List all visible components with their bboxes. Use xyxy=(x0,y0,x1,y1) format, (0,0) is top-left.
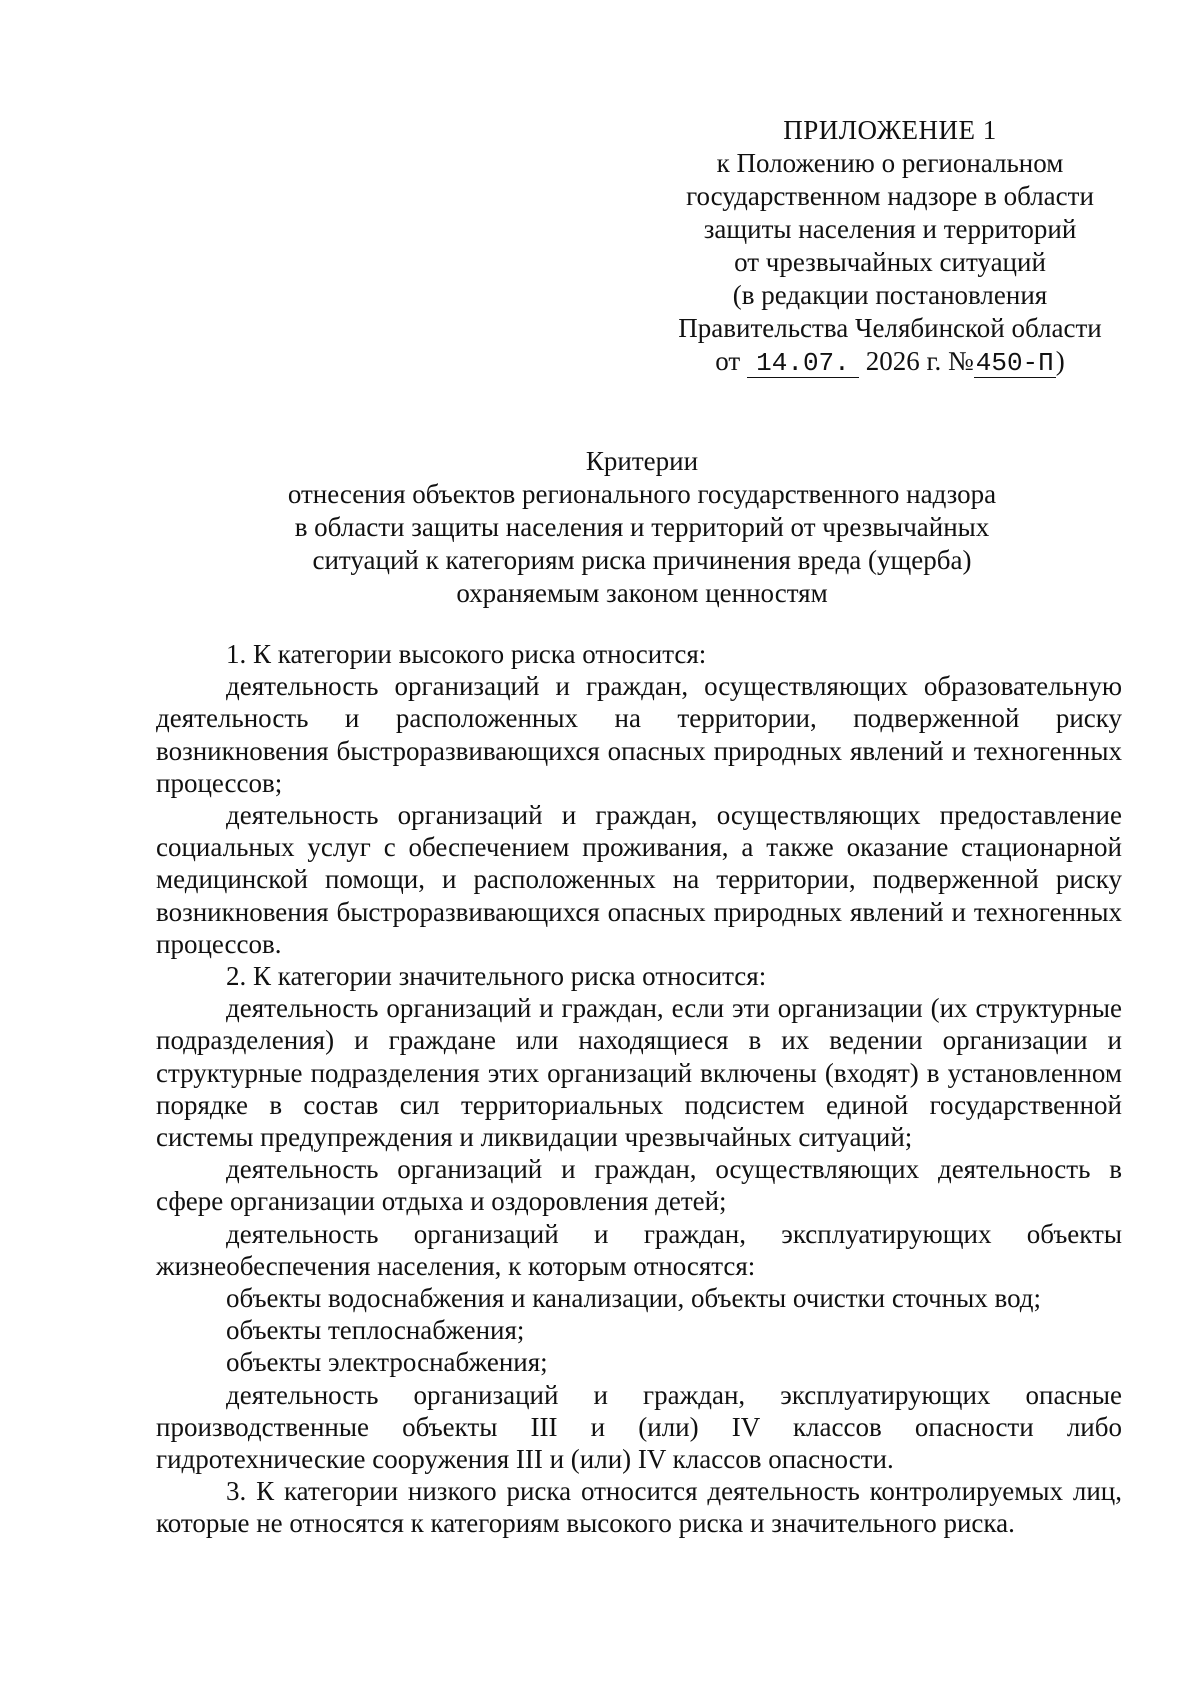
appendix-line: (в редакции постановления xyxy=(732,280,1048,310)
appendix-title: ПРИЛОЖЕНИЕ 1 xyxy=(783,115,997,145)
criteria-title: Критерии xyxy=(585,446,699,476)
list-item: деятельность организаций и граждан, осуществляющих образовательную деятельность и расположенных на территории, подверженной риску возникновения быстроразвивающихся опасных природных явлений и техногенных процессов; xyxy=(156,671,1122,798)
list-item: деятельность организаций и граждан, осуществляющих предоставление социальных услуг с обеспечением проживания, а также оказание стационарной медицинской помощи, и расположенных на территории, подверженной риску возникновения быстроразвивающихся опасных природных явлений и техногенных процессов. xyxy=(156,800,1122,959)
list-item: деятельность организаций и граждан, если эти организации (их структурные подразделения) и граждане или находящиеся в их ведении организации и структурные подразделения этих организаций включены (входят) в установленном порядке в состав сил территориальных подсистем единой государственной системы предупреждения и ликвидации чрезвычайных ситуаций; xyxy=(156,993,1122,1153)
appendix-line: к Положению о региональном xyxy=(716,148,1064,178)
criteria-subtitle-line: ситуаций к категориям риска причинения вреда (ущерба) xyxy=(312,545,972,575)
date-prefix: от xyxy=(715,346,741,376)
date-stamp: 14.07. xyxy=(747,350,859,378)
appendix-line: от чрезвычайных ситуаций xyxy=(734,247,1046,277)
appendix-line: защиты населения и территорий xyxy=(703,214,1077,244)
list-item: объекты теплоснабжения; xyxy=(226,1315,525,1346)
criteria-subtitle-line: охраняемым законом ценностям xyxy=(456,578,828,608)
list-item: объекты водоснабжения и канализации, объекты очистки сточных вод; xyxy=(226,1283,1042,1314)
appendix-header xyxy=(640,114,1140,378)
year-text: 2026 г. № xyxy=(865,346,974,376)
section-low-risk: 3. К категории низкого риска относится деятельность контролируемых лиц, которые не относятся к категориям высокого риска и значительного риска. xyxy=(156,1476,1122,1539)
criteria-subtitle-line: отнесения объектов регионального государственного надзора xyxy=(287,479,997,509)
list-item: объекты электроснабжения; xyxy=(226,1347,548,1378)
criteria-heading xyxy=(250,445,1034,610)
criteria-body xyxy=(156,638,1122,1540)
appendix-line: Правительства Челябинской области xyxy=(678,313,1102,343)
list-item: деятельность организаций и граждан, осуществляющих деятельность в сфере организации отдыха и оздоровления детей; xyxy=(156,1154,1122,1217)
section-heading-high-risk: 1. К категории высокого риска относится: xyxy=(226,639,707,669)
resolution-date-line xyxy=(640,345,1140,378)
number-stamp: 450-П xyxy=(975,348,1054,378)
appendix-line: государственном надзоре в области xyxy=(686,181,1094,211)
list-item: деятельность организаций и граждан, эксплуатирующих опасные производственные объекты III и (или) IV классов опасности либо гидротехнические сооружения III и (или) IV классов опасности. xyxy=(156,1379,1122,1475)
section-heading-significant-risk: 2. К категории значительного риска относится: xyxy=(226,961,767,992)
closing-paren: ) xyxy=(1055,346,1065,376)
criteria-subtitle-line: в области защиты населения и территорий от чрезвычайных xyxy=(294,512,990,542)
list-item: деятельность организаций и граждан, эксплуатирующих объекты жизнеобеспечения населения, к которым относятся: xyxy=(156,1218,1122,1281)
